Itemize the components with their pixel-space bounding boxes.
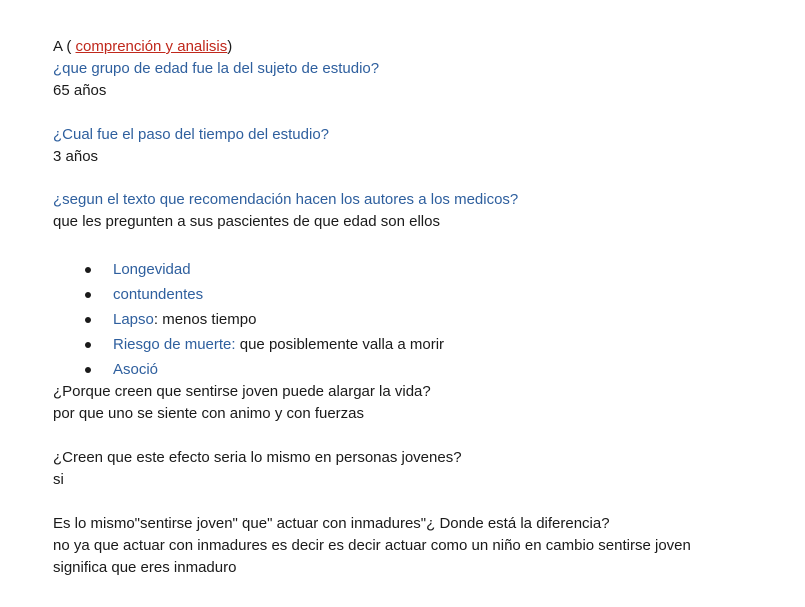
question-5: ¿Creen que este efecto seria lo mismo en personas jovenes? (53, 449, 462, 466)
answer-6-line-1: no ya que actuar con inmadures es decir es decir actuar como un niño en cambio sentirse joven (53, 537, 691, 554)
question-2: ¿Cual fue el paso del tiempo del estudio? (53, 126, 330, 143)
question-6: Es lo mismo"sentirse joven" que" actuar con inmadures"¿ Donde está la diferencia? (53, 515, 610, 532)
question-1: ¿que grupo de edad fue la del sujeto de estudio? (53, 60, 380, 77)
bullet-term: Riesgo de muerte: (113, 336, 236, 353)
answer-2: 3 años (53, 148, 99, 165)
bullet-dot-icon (85, 317, 91, 323)
question-4: ¿Porque creen que sentirse joven puede alargar la vida? (53, 383, 431, 400)
bullet-term: Longevidad (113, 261, 191, 278)
answer-1: 65 años (53, 82, 107, 99)
bullet-definition: que posiblemente valla a morir (239, 336, 445, 353)
bullet-term: contundentes (113, 286, 204, 303)
bullet-dot-icon (85, 292, 91, 298)
question-3: ¿segun el texto que recomendación hacen los autores a los medicos? (53, 191, 519, 208)
bullet-term: Lapso (113, 311, 154, 328)
heading-highlight: comprención y analisis (75, 38, 228, 55)
bullet-dot-icon (85, 342, 91, 348)
heading-prefix: A ( (53, 38, 76, 55)
answer-3: que les pregunten a sus pascientes de que edad son ellos (53, 213, 440, 230)
bullet-term: Asoció (113, 361, 159, 378)
answer-6-line-2: significa que eres inmaduro (53, 559, 237, 576)
bullet-dot-icon (85, 367, 91, 373)
bullet-definition: menos tiempo (162, 311, 257, 328)
section-heading (53, 36, 232, 58)
bullet-sep: : (153, 311, 163, 328)
heading-suffix: ) (227, 38, 233, 55)
bullet-dot-icon (85, 267, 91, 273)
answer-5: si (53, 471, 64, 488)
answer-4: por que uno se siente con animo y con fuerzas (53, 405, 365, 422)
